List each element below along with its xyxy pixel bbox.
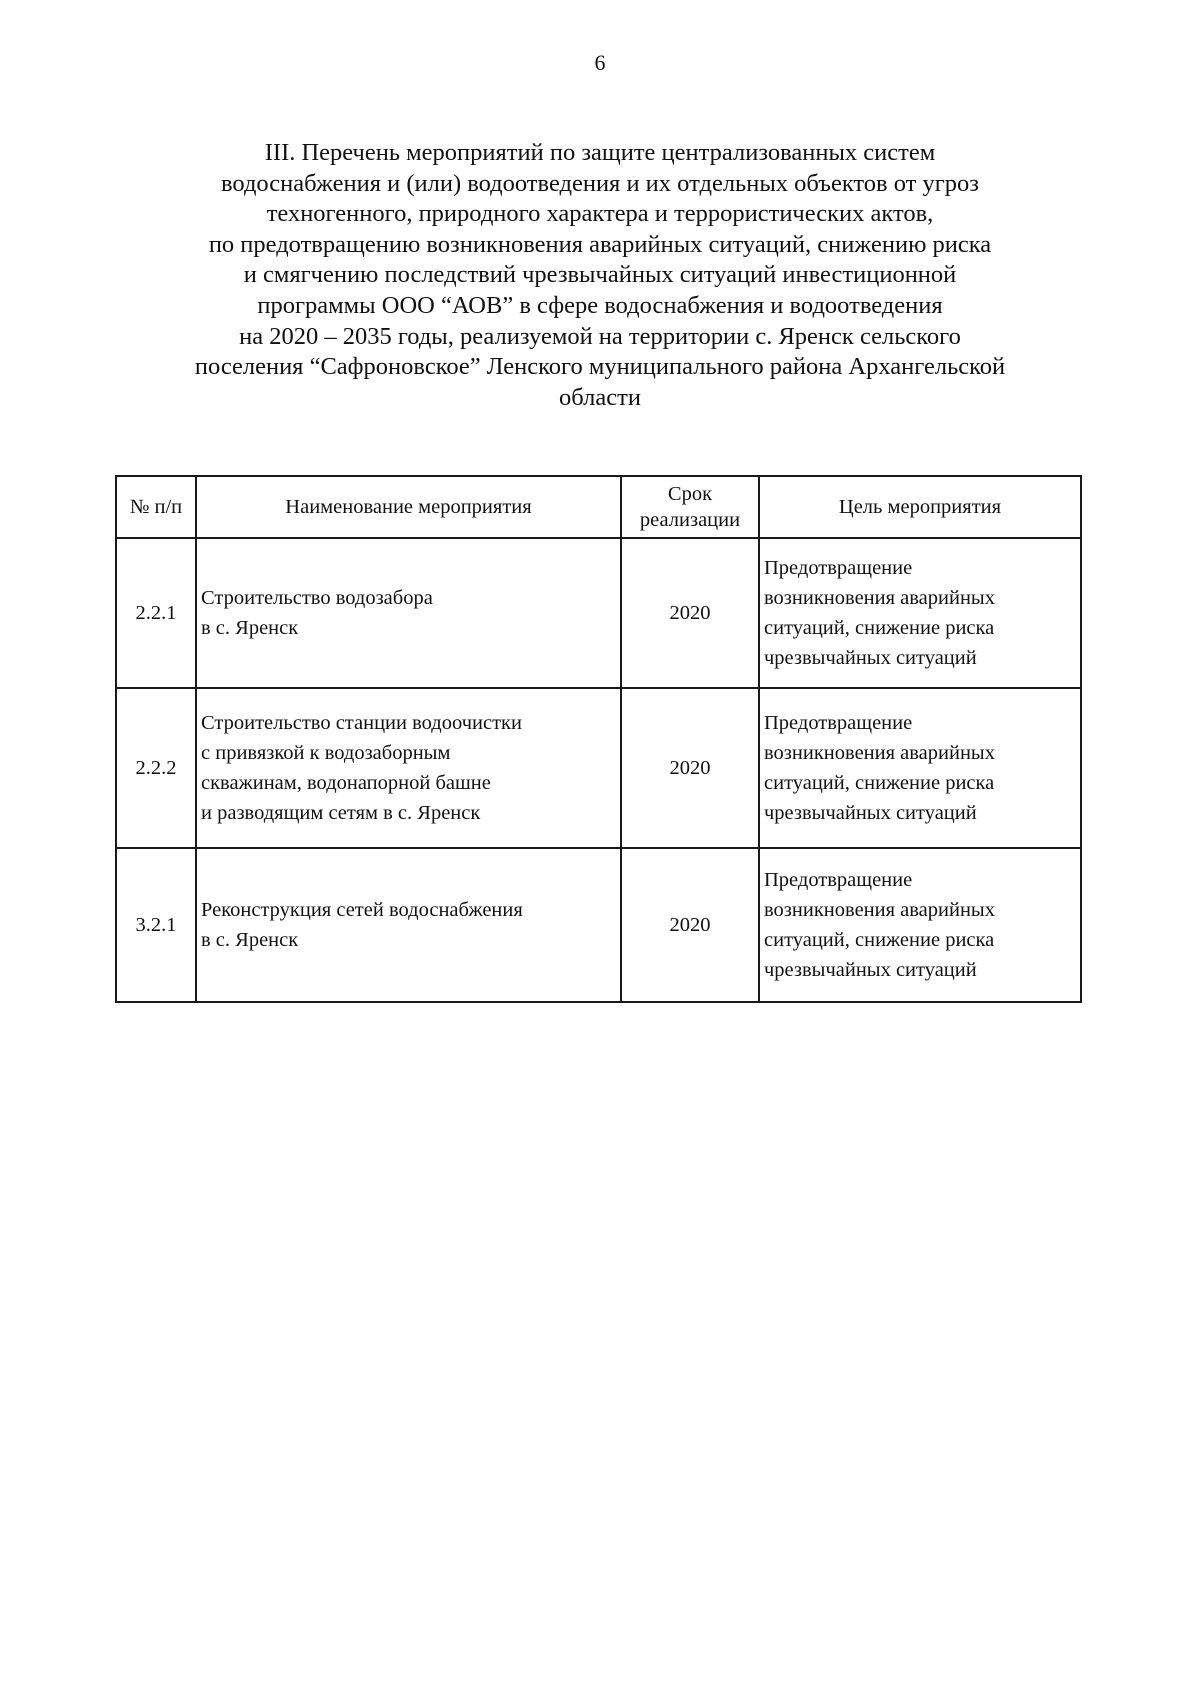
row-goal-line: ситуаций, снижение риска [764, 929, 995, 951]
heading-line: III. Перечень мероприятий по защите централизованных систем [264, 139, 936, 166]
row-goal-line: чрезвычайных ситуаций [764, 647, 977, 669]
table-header-row [116, 476, 1081, 538]
row-name-line: Реконструкция сетей водоснабжения [201, 899, 523, 921]
table-row [116, 848, 1081, 1002]
heading-line: техногенного, природного характера и террористических актов, [266, 200, 934, 228]
row-goal-line: Предотвращение [764, 712, 913, 734]
row-name [196, 688, 621, 848]
row-goal-line: чрезвычайных ситуаций [764, 802, 977, 824]
heading-line: поселения “Сафроновское” Ленского муниципального района Архангельской [194, 353, 1006, 381]
row-goal-line: чрезвычайных ситуаций [764, 959, 977, 981]
row-name-line: с привязкой к водозаборным [201, 742, 451, 764]
row-goal [759, 688, 1081, 848]
row-goal [759, 538, 1081, 688]
row-goal-line: возникновения аварийных [764, 899, 995, 921]
row-goal-line: возникновения аварийных [764, 587, 995, 609]
row-goal [759, 848, 1081, 1002]
row-name [196, 848, 621, 1002]
heading-line: на 2020 – 2035 годы, реализуемой на территории с. Яренск сельского [239, 322, 961, 350]
row-goal-line: ситуаций, снижение риска [764, 617, 995, 639]
heading-line: области [559, 383, 641, 411]
header-term-line: реализации [639, 509, 741, 531]
header-term [621, 476, 759, 538]
row-year: 2020 [621, 848, 759, 1002]
page-number: 6 [594, 50, 606, 75]
row-goal-line: возникновения аварийных [764, 742, 995, 764]
row-name-line: скважинам, водонапорной башне [201, 772, 491, 794]
row-goal-line: ситуаций, снижение риска [764, 772, 995, 794]
header-term-line: Срок [667, 483, 713, 505]
heading-line: водоснабжения и (или) водоотведения и их отдельных объектов от угроз [221, 169, 979, 197]
row-year: 2020 [621, 688, 759, 848]
row-name-line: Строительство водозабора [201, 587, 433, 609]
row-number: 2.2.2 [116, 688, 196, 848]
row-name-line: Строительство станции водоочистки [201, 712, 522, 734]
table-row [116, 538, 1081, 688]
heading-line: по предотвращению возникновения аварийных ситуаций, снижению риска [208, 230, 992, 258]
header-goal: Цель мероприятия [759, 476, 1081, 538]
heading-line: программы ООО “АОВ” в сфере водоснабжения и водоотведения [257, 291, 943, 319]
section-heading [100, 138, 1100, 413]
row-name-line: и разводящим сетям в с. Яренск [201, 802, 481, 824]
row-number: 2.2.1 [116, 538, 196, 688]
row-number: 3.2.1 [116, 848, 196, 1002]
row-name-line: в с. Яренск [201, 617, 299, 639]
row-year: 2020 [621, 538, 759, 688]
row-name [196, 538, 621, 688]
row-goal-line: Предотвращение [764, 557, 913, 579]
row-name-line: в с. Яренск [201, 929, 299, 951]
header-number: № п/п [116, 476, 196, 538]
header-name: Наименование мероприятия [196, 476, 621, 538]
table-row [116, 688, 1081, 848]
row-goal-line: Предотвращение [764, 869, 913, 891]
measures-table [115, 475, 1082, 1003]
heading-line: и смягчению последствий чрезвычайных ситуаций инвестиционной [243, 261, 957, 289]
